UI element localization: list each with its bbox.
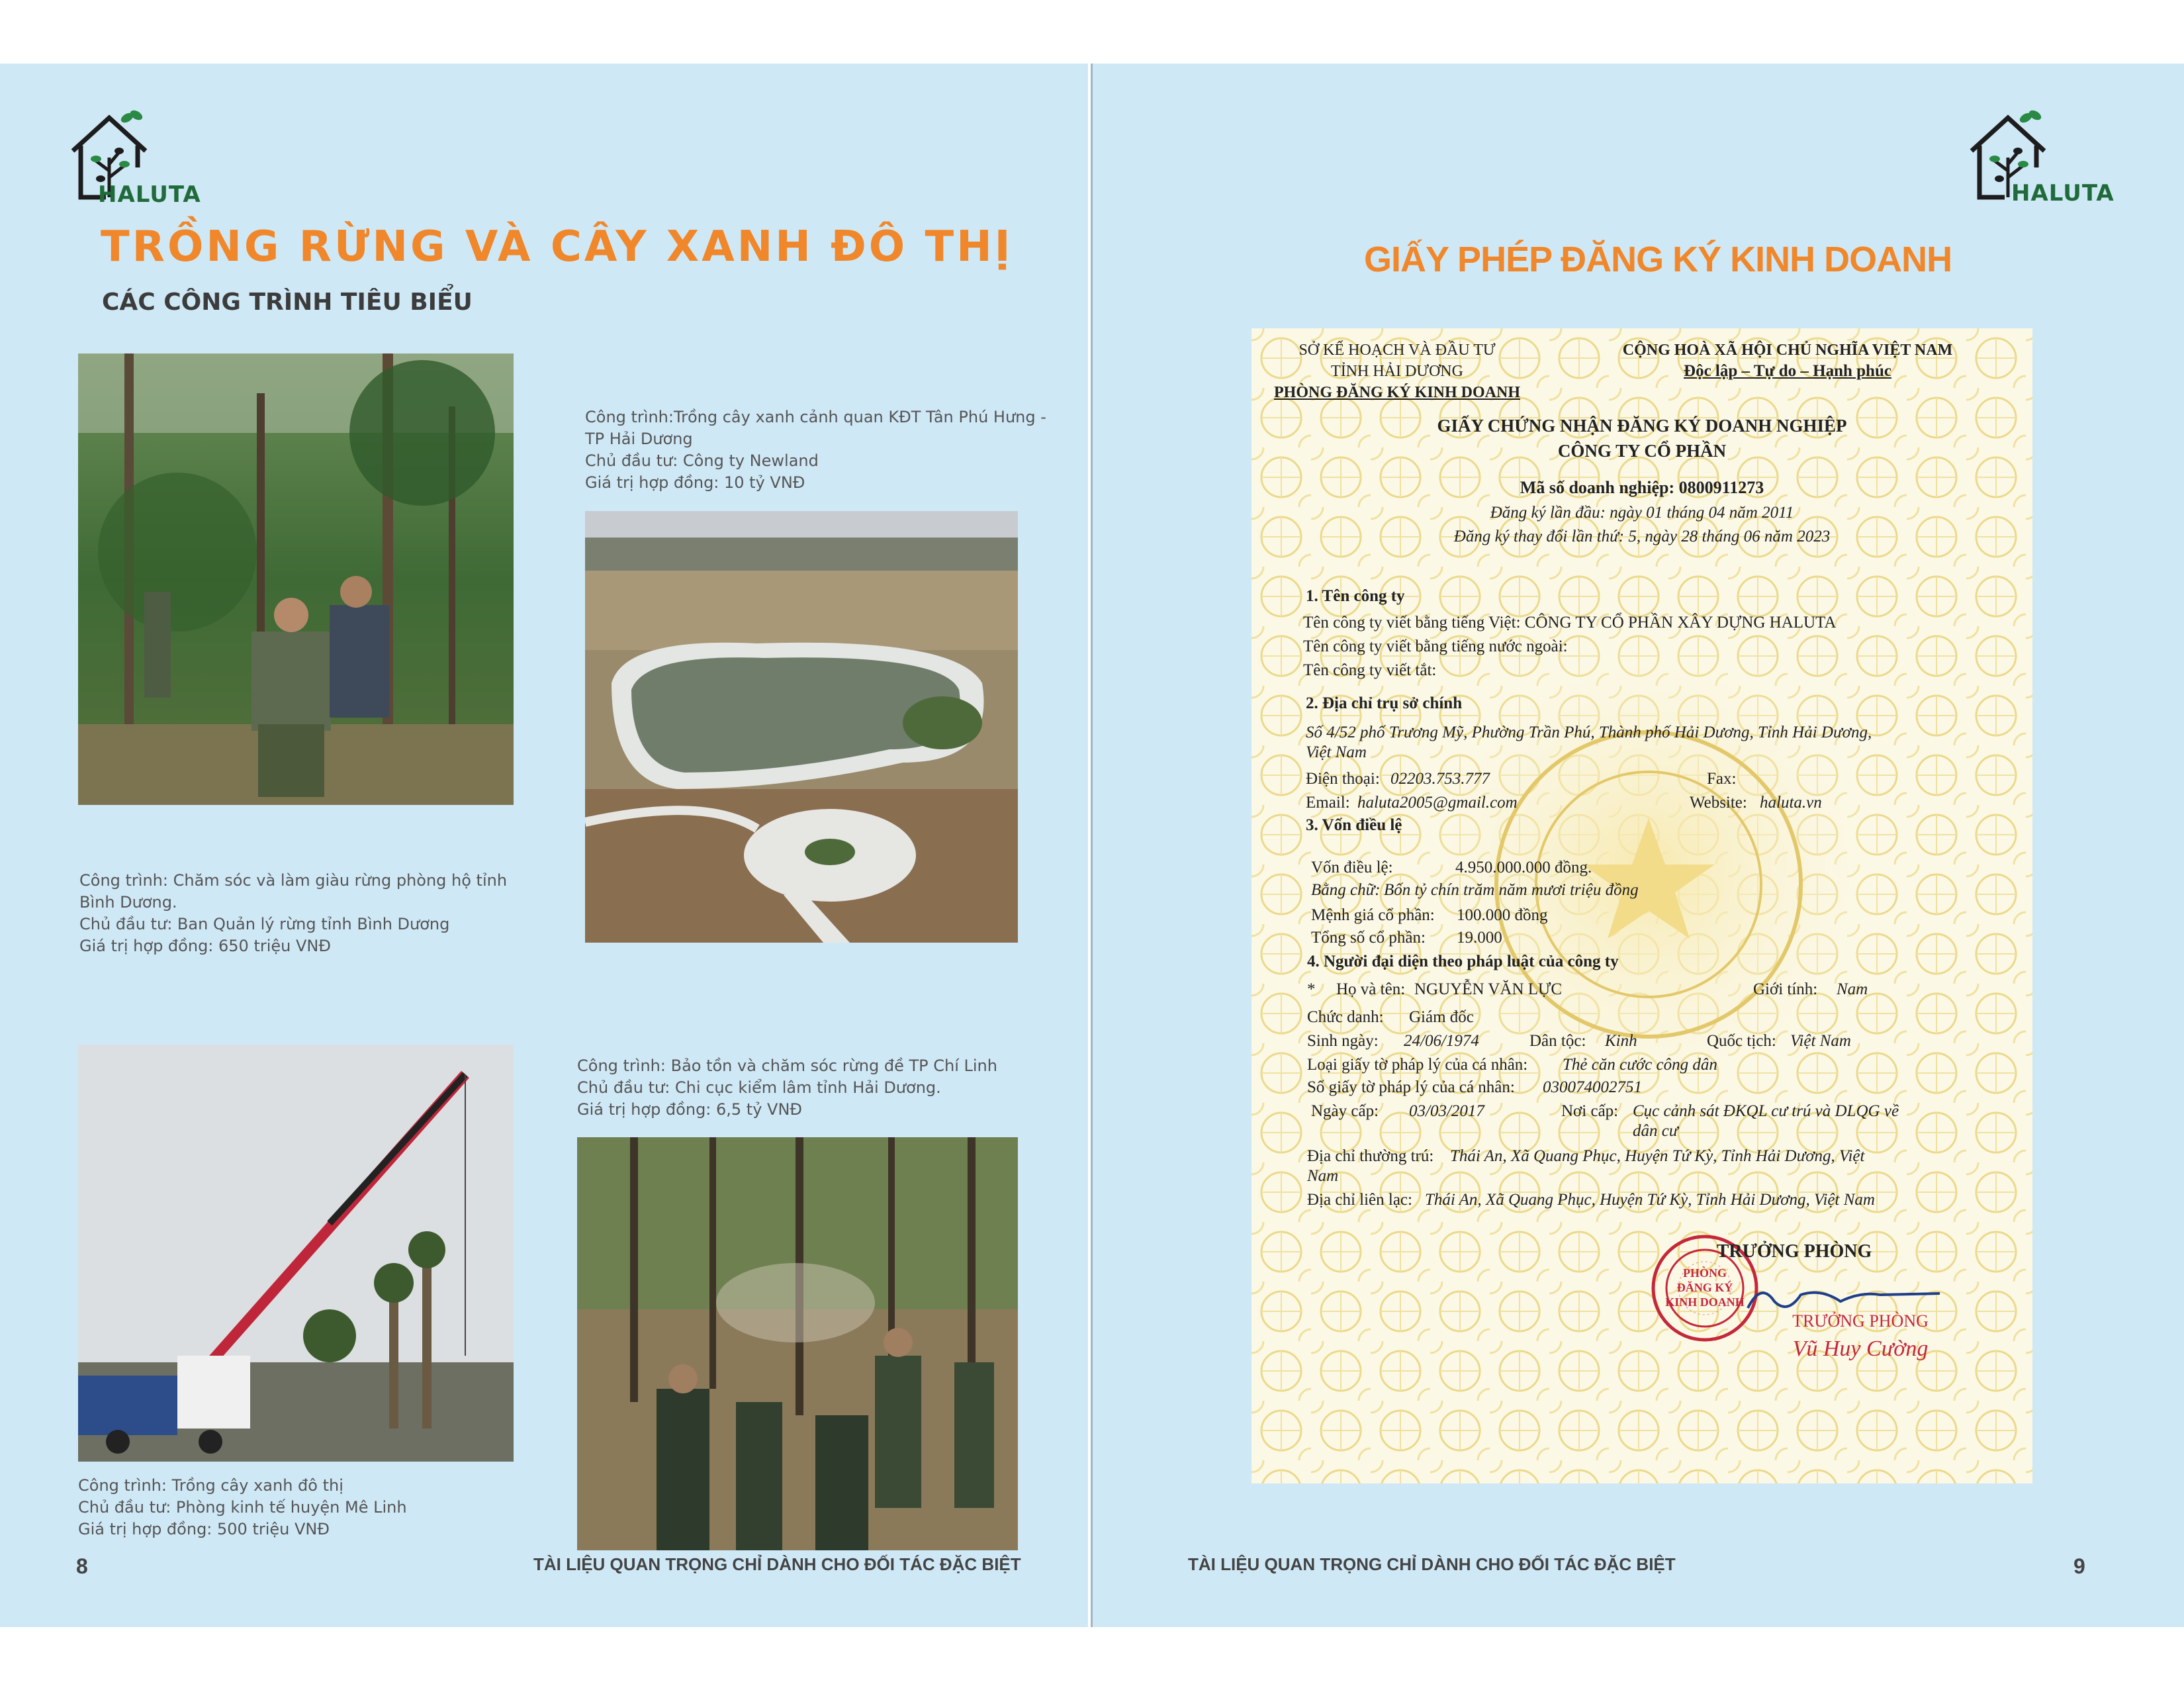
footer-note: TÀI LIỆU QUAN TRỌNG CHỈ DÀNH CHO ĐỐI TÁC ĐẶC BIỆT (1188, 1554, 1676, 1574)
position-label: Chức danh: (1307, 1008, 1384, 1026)
stamp-text: PHÒNG (1683, 1266, 1727, 1280)
page-number: 8 (76, 1554, 88, 1578)
permanent-address-value: Thái An, Xã Quang Phục, Huyện Tứ Kỳ, Tỉnh Hải Dương, Việt (1450, 1147, 1865, 1165)
capital-words-label: Bằng chữ: (1311, 881, 1381, 899)
email-value: haluta2005@gmail.com (1357, 794, 1518, 812)
logo-text: HALUTA (98, 181, 201, 208)
email-label: Email: (1306, 794, 1350, 812)
business-license-certificate (1251, 328, 2032, 1483)
caption-line: Bình Dương. (79, 893, 177, 912)
page-subtitle: CÁC CÔNG TRÌNH TIÊU BIỂU (102, 289, 473, 316)
dob-value: 24/06/1974 (1404, 1032, 1479, 1050)
company-name-short: Tên công ty viết tắt: (1303, 661, 1437, 679)
agency-line: PHÒNG ĐĂNG KÝ KINH DOANH (1274, 384, 1520, 401)
position-value: Giám đốc (1409, 1008, 1474, 1026)
caption-project-1 (79, 870, 507, 957)
section-2-heading: 2. Địa chỉ trụ sở chính (1306, 694, 1463, 712)
website-value: haluta.vn (1760, 794, 1822, 812)
bullet-star: * (1307, 980, 1316, 998)
caption-line: TP Hải Dương (585, 430, 693, 448)
company-name-vn: Tên công ty viết bằng tiếng Việt: CÔNG TY CỔ PHẦN XÂY DỰNG HALUTA (1303, 614, 1837, 632)
caption-project-2 (585, 406, 1046, 494)
agency-line: SỞ KẾ HOẠCH VÀ ĐẦU TƯ (1298, 342, 1496, 359)
par-value-label: Mệnh giá cổ phần: (1311, 906, 1435, 924)
page-title: TRỒNG RỪNG VÀ CÂY XANH ĐÔ THỊ (101, 222, 1013, 271)
issue-date-label: Ngày cấp: (1311, 1102, 1379, 1120)
ethnic-value: Kinh (1605, 1032, 1637, 1050)
id-type-label: Loại giấy tờ pháp lý của cá nhân: (1307, 1056, 1528, 1074)
caption-line: Chủ đầu tư: Phòng kinh tế huyện Mê Linh (78, 1498, 407, 1517)
gender-label: Giới tính: (1753, 980, 1818, 998)
signature-title: TRƯỞNG PHÒNG (1792, 1311, 1929, 1331)
caption-line: Chủ đầu tư: Chi cục kiểm lâm tỉnh Hải Dương. (577, 1078, 941, 1097)
capital-value: 4.950.000.000 đồng. (1455, 859, 1592, 876)
caption-line: Chủ đầu tư: Ban Quản lý rừng tỉnh Bình Dương (79, 915, 450, 933)
total-shares-label: Tổng số cổ phần: (1311, 929, 1426, 947)
caption-project-3 (78, 1475, 407, 1540)
rep-name-label: Họ và tên: (1336, 980, 1406, 998)
signer-name: Vũ Huy Cường (1792, 1336, 1929, 1361)
issue-place-label: Nơi cấp: (1561, 1102, 1619, 1120)
issue-place-value: dân cư (1633, 1122, 1678, 1140)
page-title: GIẤY PHÉP ĐĂNG KÝ KINH DOANH (1364, 240, 1952, 279)
photo-forest-workers (78, 353, 514, 805)
right-page (1091, 64, 2184, 1627)
caption-line: Công trình:Trồng cây xanh cảnh quan KĐT Tân Phú Hưng - (585, 408, 1046, 426)
caption-line: Chủ đầu tư: Công ty Newland (585, 451, 819, 470)
id-number-value: 030074002751 (1543, 1078, 1642, 1096)
section-1-heading: 1. Tên công ty (1306, 587, 1405, 605)
change-registration: Đăng ký thay đổi lần thứ: 5, ngày 28 tháng 06 năm 2023 (1453, 528, 1831, 545)
first-registration: Đăng ký lần đầu: ngày 01 tháng 04 năm 2011 (1490, 504, 1794, 522)
par-value: 100.000 đồng (1457, 906, 1548, 924)
contact-address-value: Thái An, Xã Quang Phục, Huyện Tứ Kỳ, Tỉnh Hải Dương, Việt Nam (1425, 1191, 1875, 1209)
caption-line: Giá trị hợp đồng: 10 tỷ VNĐ (585, 473, 805, 492)
nationality-value: Việt Nam (1790, 1032, 1851, 1050)
caption-line: Công trình: Chăm sóc và làm giàu rừng phòng hộ tỉnh (79, 871, 508, 890)
total-shares-value: 19.000 (1457, 929, 1502, 947)
stamp-text: ĐĂNG KÝ (1676, 1281, 1733, 1294)
document-title: GIẤY CHỨNG NHẬN ĐĂNG KÝ DOANH NGHIỆP (1437, 416, 1847, 436)
caption-line: Giá trị hợp đồng: 650 triệu VNĐ (79, 937, 331, 955)
photo-forest-rangers (577, 1137, 1018, 1550)
logo-text: HALUTA (2011, 180, 2115, 207)
left-page (0, 64, 1088, 1627)
contact-address-label: Địa chỉ liên lạc: (1307, 1191, 1412, 1209)
caption-project-4 (577, 1055, 997, 1121)
gender-value: Nam (1837, 980, 1868, 998)
id-number-label: Số giấy tờ pháp lý của cá nhân: (1307, 1078, 1515, 1096)
section-4-heading: 4. Người đại diện theo pháp luật của công ty (1307, 953, 1619, 970)
stamp-text: KINH DOANH (1665, 1295, 1745, 1309)
issue-place-value: Cục cảnh sát ĐKQL cư trú và DLQG về (1633, 1102, 1899, 1120)
enterprise-code: Mã số doanh nghiệp: 0800911273 (1520, 478, 1764, 497)
id-type-value: Thẻ căn cước công dân (1563, 1056, 1717, 1074)
rep-name-value: NGUYỄN VĂN LỰC (1414, 980, 1563, 998)
ethnic-label: Dân tộc: (1529, 1032, 1586, 1050)
head-office-address: Việt Nam (1306, 743, 1367, 761)
permanent-address-label: Địa chỉ thường trú: (1307, 1147, 1434, 1165)
dob-label: Sinh ngày: (1307, 1032, 1379, 1050)
caption-line: Giá trị hợp đồng: 6,5 tỷ VNĐ (577, 1100, 803, 1119)
head-office-address: Số 4/52 phố Trương Mỹ, Phường Trần Phú, Thành phố Hải Dương, Tỉnh Hải Dương, (1306, 724, 1872, 741)
document-subtitle: CÔNG TY CỔ PHẦN (1557, 441, 1727, 461)
capital-words-value: Bốn tỷ chín trăm năm mươi triệu đồng (1384, 881, 1639, 899)
nation-line: CỘNG HOÀ XÃ HỘI CHỦ NGHĨA VIỆT NAM (1622, 342, 1953, 359)
company-name-foreign: Tên công ty viết bằng tiếng nước ngoài: (1303, 637, 1568, 655)
section-3-heading: 3. Vốn điều lệ (1306, 816, 1402, 834)
fax-label: Fax: (1707, 770, 1737, 788)
photo-crane (78, 1045, 514, 1462)
caption-line: Công trình: Bảo tồn và chăm sóc rừng đề TP Chí Linh (577, 1056, 997, 1075)
signer-title: TRƯỞNG PHÒNG (1716, 1241, 1872, 1262)
page-number: 9 (2073, 1554, 2085, 1578)
permanent-address-value: Nam (1307, 1167, 1339, 1185)
caption-line: Giá trị hợp đồng: 500 triệu VNĐ (78, 1520, 330, 1538)
website-label: Website: (1690, 794, 1747, 812)
phone-value: 02203.753.777 (1390, 770, 1490, 788)
motto-line: Độc lập – Tự do – Hạnh phúc (1684, 362, 1891, 380)
issue-date-value: 03/03/2017 (1409, 1102, 1484, 1120)
nationality-label: Quốc tịch: (1707, 1032, 1776, 1050)
footer-note: TÀI LIỆU QUAN TRỌNG CHỈ DÀNH CHO ĐỐI TÁC ĐẶC BIỆT (533, 1554, 1021, 1574)
agency-line: TỈNH HẢI DƯƠNG (1331, 363, 1463, 380)
photo-park-lake (585, 511, 1018, 943)
caption-line: Công trình: Trồng cây xanh đô thị (78, 1476, 343, 1495)
phone-label: Điện thoại: (1306, 770, 1380, 788)
capital-label: Vốn điều lệ: (1311, 859, 1393, 876)
